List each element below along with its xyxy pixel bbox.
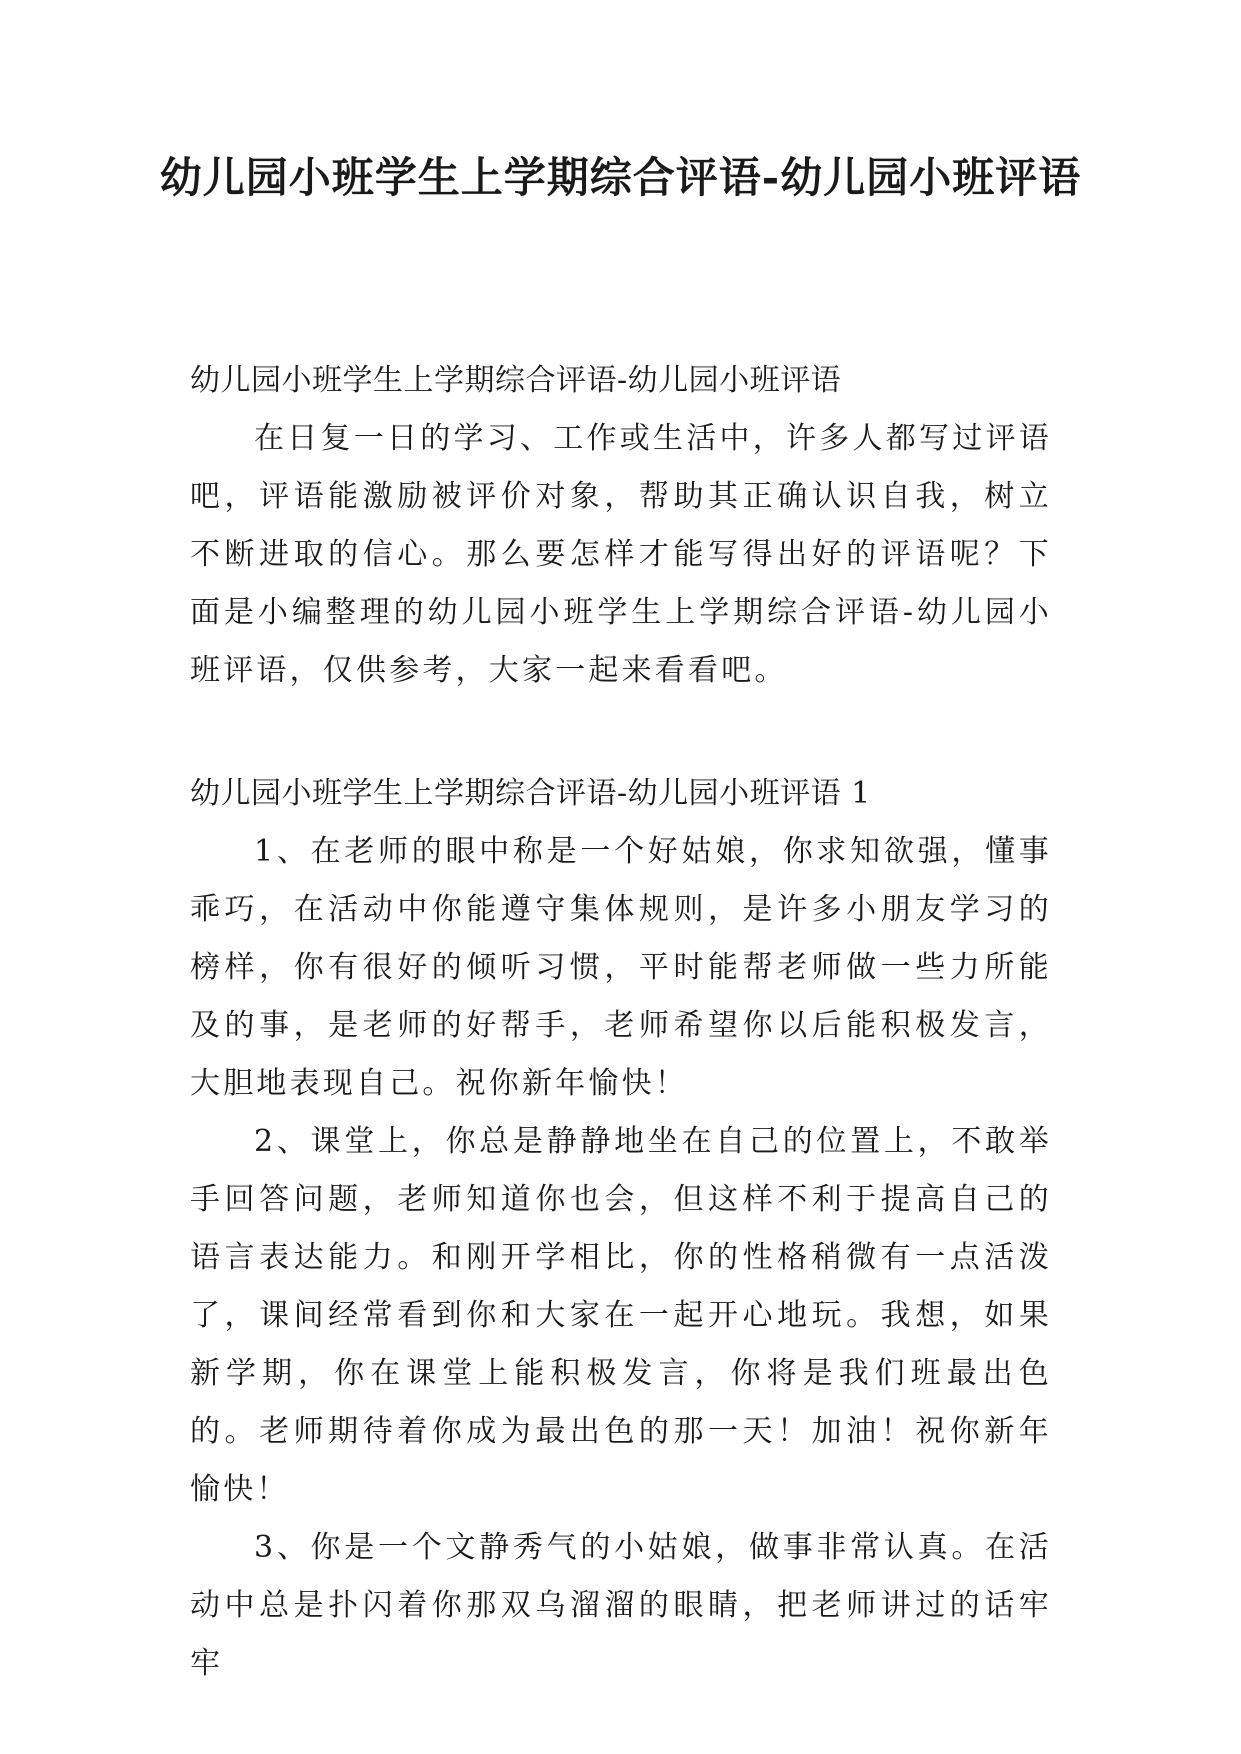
section-heading: 幼儿园小班学生上学期综合评语-幼儿园小班评语 1 [190, 776, 871, 811]
document-title: 幼儿园小班学生上学期综合评语-幼儿园小班评语 [159, 153, 1082, 202]
comment-item-3: 3、你是一个文静秀气的小姑娘，做事非常认真。在活动中总是扑闪着你那双乌溜溜的眼睛，把老师讲过的话牢牢 [190, 1530, 1052, 1681]
comment-item-2: 2、课堂上，你总是静静地坐在自己的位置上，不敢举手回答问题，老师知道你也会，但这样不利于提高自己的语言表达能力。和刚开学相比，你的性格稍微有一点活泼了，课间经常看到你和大家在一起开心地玩。我想，如果新学期，你在课堂上能积极发言，你将是我们班最出色的。老师期待着你成为最出色的那一天！加油！祝你新年愉快！ [190, 1124, 1052, 1507]
section-spacer [190, 700, 1052, 765]
document-subtitle: 幼儿园小班学生上学期综合评语-幼儿园小班评语 [190, 363, 842, 398]
comment-item-1: 1、在老师的眼中称是一个好姑娘，你求知欲强，懂事乖巧，在活动中你能遵守集体规则，是许多小朋友学习的榜样，你有很好的倾听习惯，平时能帮老师做一些力所能及的事，是老师的好帮手，老师希望你以后能积极发言，大胆地表现自己。祝你新年愉快！ [190, 834, 1052, 1101]
document-body [190, 352, 1052, 1693]
intro-paragraph: 在日复一日的学习、工作或生活中，许多人都写过评语吧，评语能激励被评价对象，帮助其正确认识自我，树立不断进取的信心。那么要怎样才能写得出好的评语呢？下面是小编整理的幼儿园小班学生上学期综合评语-幼儿园小班评语，仅供参考，大家一起来看看吧。 [190, 421, 1052, 688]
